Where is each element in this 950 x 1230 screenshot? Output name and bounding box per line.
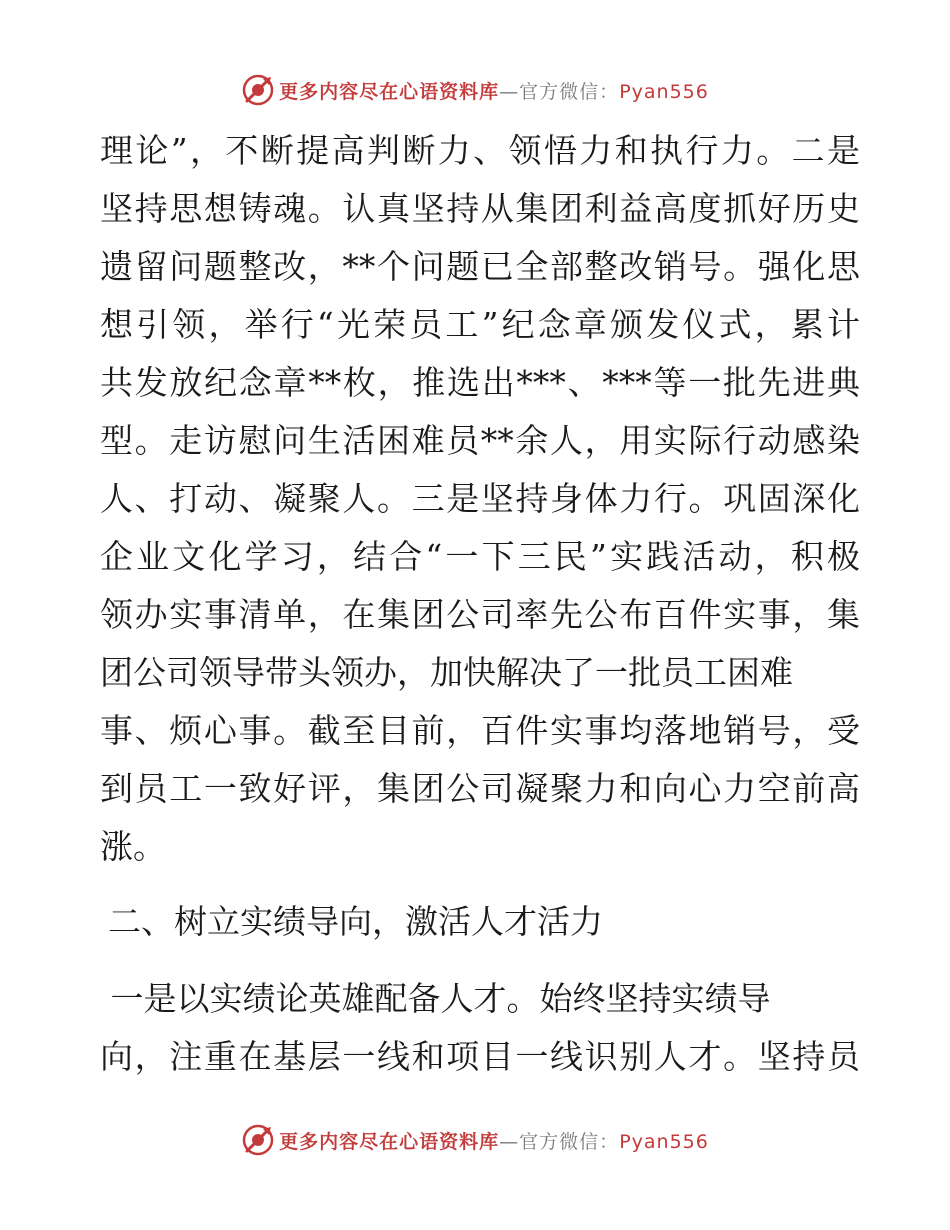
section-heading: 二、树立实绩导向，激活人才活力 xyxy=(108,902,603,941)
text-line: 共发放纪念章**枚，推选出***、***等一批先进典 xyxy=(100,363,860,402)
watermark-text: 更多内容尽在心语资料库—官方微信：Pyan556 xyxy=(279,80,709,103)
text-line: 涨。 xyxy=(100,827,166,866)
footer-watermark xyxy=(0,1120,950,1160)
text-line: 团公司领导带头领办，加快解决了一批员工困难 xyxy=(100,653,793,692)
text-line: 型。走访慰问生活困难员**余人，用实际行动感染 xyxy=(100,421,860,460)
text-line: 一是以实绩论英雄配备人才。始终坚持实绩导 xyxy=(100,979,771,1018)
body-paragraph xyxy=(100,122,860,876)
text-line: 向，注重在基层一线和项目一线识别人才。坚持员 xyxy=(100,1037,860,1076)
text-line: 遗留问题整改，**个问题已全部整改销号。强化思 xyxy=(100,247,860,286)
logo-icon xyxy=(241,73,275,107)
text-line: 理论”，不断提高判断力、领悟力和执行力。二是 xyxy=(100,131,860,170)
text-line: 企业文化学习，结合“一下三民”实践活动，积极 xyxy=(100,537,860,576)
watermark-text: 更多内容尽在心语资料库—官方微信：Pyan556 xyxy=(279,1130,709,1153)
text-line: 领办实事清单，在集团公司率先公布百件实事，集 xyxy=(100,595,860,634)
text-line: 坚持思想铸魂。认真坚持从集团利益高度抓好历史 xyxy=(100,189,860,228)
text-line: 人、打动、凝聚人。三是坚持身体力行。巩固深化 xyxy=(100,479,860,518)
text-line: 到员工一致好评，集团公司凝聚力和向心力空前高 xyxy=(100,769,860,808)
text-line: 想引领，举行“光荣员工”纪念章颁发仪式，累计 xyxy=(100,305,860,344)
header-watermark xyxy=(0,70,950,110)
body-paragraph-2 xyxy=(100,970,860,1086)
text-line: 事、烦心事。截至目前，百件实事均落地销号，受 xyxy=(100,711,860,750)
logo-icon xyxy=(241,1123,275,1157)
